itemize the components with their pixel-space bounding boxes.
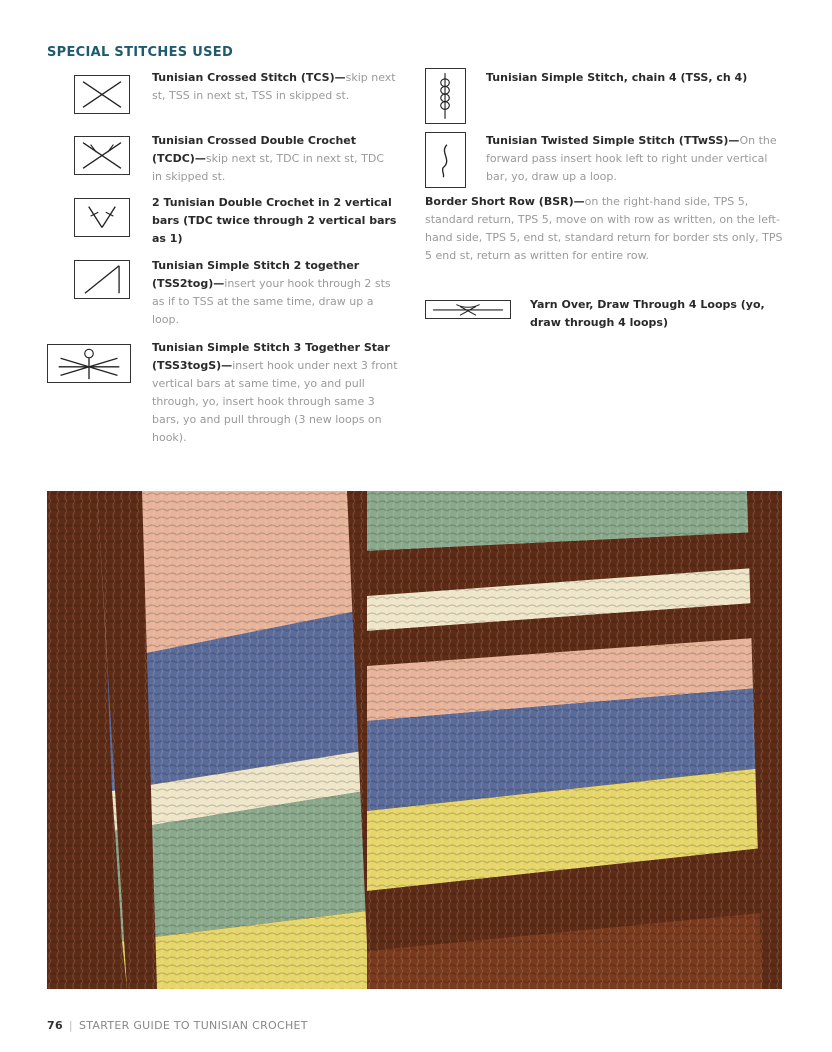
tss2tog-entry [152, 257, 402, 329]
entry-title: Border Short Row (BSR)— [425, 195, 585, 208]
tcdc-entry [152, 132, 397, 186]
entry-title: Tunisian Simple Stitch 2 together (TSS2tog)— [152, 259, 360, 290]
tdc2-entry [152, 194, 397, 248]
tcdc-symbol-icon [74, 136, 130, 175]
entry-title: 2 Tunisian Double Crochet in 2 vertical bars (TDC twice through 2 vertical bars as 1) [152, 196, 397, 245]
tdc-two-bars-symbol-icon [74, 198, 130, 237]
entry-title: Tunisian Simple Stitch 3 Together Star (TSS3togS)— [152, 341, 390, 372]
entry-title: Tunisian Crossed Stitch (TCS)— [152, 71, 346, 84]
ttwss-entry [486, 132, 781, 186]
entry-desc: skip next st, TSS in next st, TSS in skipped st. [152, 71, 396, 102]
tcs-symbol-icon [74, 75, 130, 114]
entry-title: Yarn Over, Draw Through 4 Loops (yo, draw through 4 loops) [530, 298, 765, 329]
tss3togs-entry [152, 339, 402, 447]
yo-draw-4-symbol-icon [425, 300, 511, 319]
entry-desc: skip next st, TDC in next st, TDC in skipped st. [152, 152, 385, 183]
tss-ch4-symbol-icon [425, 68, 466, 124]
yo4-entry [530, 296, 785, 332]
entry-desc: On the forward pass insert hook left to right under vertical bar, yo, draw up a loop. [486, 134, 777, 183]
entry-desc: insert your hook through 2 sts as if to TSS at the same time, draw up a loop. [152, 277, 391, 326]
tcs-entry [152, 69, 397, 105]
section-heading: SPECIAL STITCHES USED [47, 45, 234, 60]
page-number: 76 [47, 1019, 63, 1032]
entry-title: Tunisian Simple Stitch, chain 4 (TSS, ch 4) [486, 71, 748, 84]
tss2tog-symbol-icon [74, 260, 130, 299]
tss-ch4-entry [486, 69, 786, 87]
blanket-photo [47, 491, 782, 989]
tss3togs-symbol-icon [47, 344, 131, 383]
book-title: STARTER GUIDE TO TUNISIAN CROCHET [78, 1019, 308, 1032]
page-footer [47, 1019, 308, 1032]
footer-separator: | [68, 1019, 73, 1032]
entry-title: Tunisian Crossed Double Crochet (TCDC)— [152, 134, 357, 165]
ttwss-symbol-icon [425, 132, 466, 188]
bsr-entry [425, 193, 783, 265]
entry-desc: on the right-hand side, TPS 5, standard return, TPS 5, move on with row as written, on the left-hand side, TPS 5, end st, standard return for border sts only, TPS 5 end st, return as written for entire row. [425, 195, 783, 262]
entry-title: Tunisian Twisted Simple Stitch (TTwSS)— [486, 134, 740, 147]
entry-desc: insert hook under next 3 front vertical bars at same time, yo and pull through, yo, insert hook through same 3 bars, yo and pull through (3 new loops on hook). [152, 359, 398, 444]
